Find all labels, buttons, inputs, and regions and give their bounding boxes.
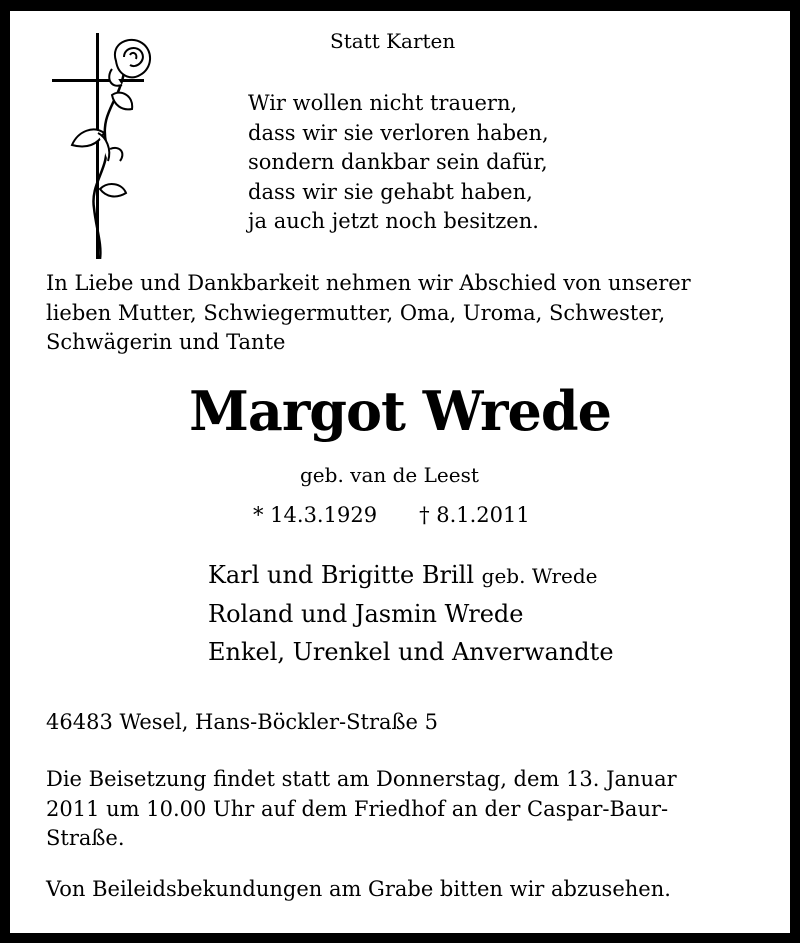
intro-line: Schwägerin und Tante	[46, 330, 286, 354]
funeral-line: Straße.	[46, 826, 125, 850]
address: 46483 Wesel, Hans-Böckler-Straße 5	[46, 710, 438, 734]
mourners	[208, 556, 614, 671]
life-dates	[253, 503, 530, 527]
mourner-suffix: geb. Wrede	[481, 564, 598, 588]
poem-line: ja auch jetzt noch besitzen.	[248, 209, 539, 233]
poem-line: dass wir sie verloren haben,	[248, 120, 549, 145]
intro-text	[46, 269, 691, 358]
poem-line: dass wir sie gehabt haben,	[248, 179, 533, 204]
obituary-notice	[10, 11, 790, 933]
poem-line: sondern dankbar sein dafür,	[248, 150, 548, 174]
birth-date: * 14.3.1929	[253, 503, 378, 527]
birth-name: geb. van de Leest	[300, 463, 479, 487]
condolence-note: Von Beileidsbekundungen am Grabe bitten wir abzusehen.	[46, 877, 671, 901]
intro-line: lieben Mutter, Schwiegermutter, Oma, Uroma, Schwester,	[46, 300, 666, 325]
deceased-name: Margot Wrede	[189, 379, 611, 443]
death-date: † 8.1.2011	[419, 503, 530, 527]
header-statt-karten: Statt Karten	[330, 29, 456, 53]
mourner-line: Karl und Brigitte Brill geb. Wrede	[208, 561, 598, 589]
mourner-line: Roland und Jasmin Wrede	[208, 600, 524, 628]
intro-line: In Liebe und Dankbarkeit nehmen wir Abschied von unserer	[46, 271, 691, 295]
funeral-line: 2011 um 10.00 Uhr auf dem Friedhof an der Caspar-Baur-	[46, 796, 669, 821]
funeral-line: Die Beisetzung findet statt am Donnerstag, dem 13. Januar	[46, 767, 677, 791]
mourner-line: Enkel, Urenkel und Anverwandte	[208, 638, 614, 666]
poem-line: Wir wollen nicht trauern,	[248, 91, 518, 115]
poem	[248, 89, 549, 237]
cross-with-rose-icon	[50, 33, 160, 259]
funeral-info	[46, 765, 677, 854]
